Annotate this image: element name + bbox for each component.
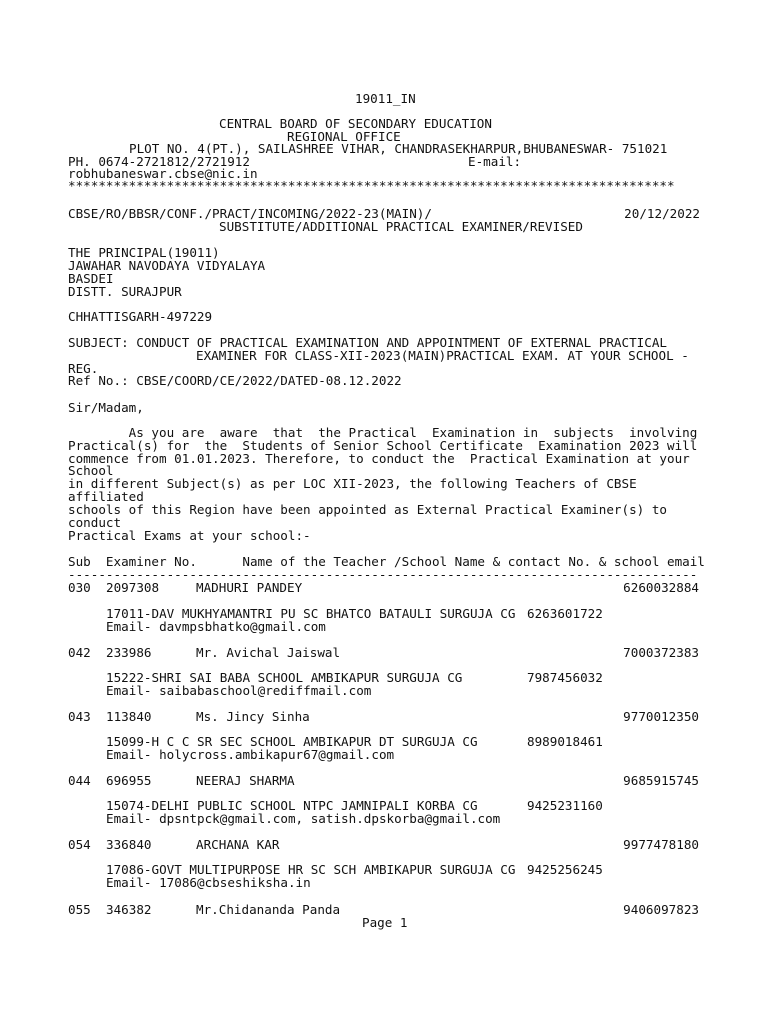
row-teacher-name: Ms. Jincy Sinha: [196, 709, 310, 724]
row-school: 15099-H C C SR SEC SCHOOL AMBIKAPUR DT SURGUJA CG: [106, 734, 478, 749]
row-examiner-no: 233986: [106, 645, 152, 660]
row-sub: 042: [68, 645, 91, 660]
row-mobile: 6260032884: [623, 580, 699, 595]
row-email: Email- saibabaschool@rediffmail.com: [106, 683, 372, 698]
body-line: schools of this Region have been appointed as External Practical Examiner(s) to: [68, 502, 667, 517]
body-line: School: [68, 463, 114, 478]
office-name: REGIONAL OFFICE: [287, 129, 401, 144]
row-school-phone: 9425256245: [527, 862, 603, 877]
addressee-line: BASDEI: [68, 271, 114, 286]
row-school-phone: 6263601722: [527, 606, 603, 621]
subject-line: EXAMINER FOR CLASS-XII-2023(MAIN)PRACTICAL EXAM. AT YOUR SCHOOL -: [196, 348, 689, 363]
row-examiner-no: 336840: [106, 837, 152, 852]
row-sub: 030: [68, 580, 91, 595]
addressee-line: THE PRINCIPAL(19011): [68, 245, 220, 260]
row-teacher-name: Mr. Avichal Jaiswal: [196, 645, 341, 660]
row-school-phone: 7987456032: [527, 670, 603, 685]
body-line: Practical(s) for the Students of Senior School Certificate Examination 2023 will: [68, 438, 698, 453]
addressee-line: CHHATTISGARH-497229: [68, 309, 213, 324]
ref-no: Ref No.: CBSE/COORD/CE/2022/DATED-08.12.2022: [68, 373, 402, 388]
row-examiner-no: 346382: [106, 902, 152, 917]
reference-number: CBSE/RO/BBSR/CONF./PRACT/INCOMING/2022-23(MAIN)/: [68, 206, 432, 221]
row-email: Email- dpsntpck@gmail.com, satish.dpskorba@gmail.com: [106, 811, 501, 826]
office-email: robhubaneswar.cbse@nic.in: [68, 166, 258, 181]
addressee-line: JAWAHAR NAVODAYA VIDYALAYA: [68, 258, 266, 273]
row-examiner-no: 2097308: [106, 580, 160, 595]
row-examiner-no: 696955: [106, 773, 152, 788]
star-separator: ********************************************************************************: [68, 178, 675, 193]
row-teacher-name: MADHURI PANDEY: [196, 580, 303, 595]
body-line: Practical Exams at your school:-: [68, 528, 311, 543]
body-line: in different Subject(s) as per LOC XII-2023, the following Teachers of CBSE: [68, 476, 637, 491]
document-id: 19011_IN: [355, 91, 416, 106]
row-sub: 054: [68, 837, 91, 852]
table-header: Sub Examiner No. Name of the Teacher /School Name & contact No. & school email: [68, 554, 705, 569]
row-teacher-name: NEERAJ SHARMA: [196, 773, 295, 788]
body-line: conduct: [68, 515, 122, 530]
letter-subtitle: SUBSTITUTE/ADDITIONAL PRACTICAL EXAMINER/REVISED: [219, 219, 583, 234]
row-mobile: 7000372383: [623, 645, 699, 660]
row-email: Email- davmpsbhatko@gmail.com: [106, 619, 326, 634]
row-examiner-no: 113840: [106, 709, 152, 724]
row-school: 15222-SHRI SAI BABA SCHOOL AMBIKAPUR SURGUJA CG: [106, 670, 463, 685]
row-school: 15074-DELHI PUBLIC SCHOOL NTPC JAMNIPALI KORBA CG: [106, 798, 478, 813]
row-sub: 043: [68, 709, 91, 724]
row-email: Email- 17086@cbseshiksha.in: [106, 875, 311, 890]
salutation: Sir/Madam,: [68, 400, 144, 415]
row-sub: 055: [68, 902, 91, 917]
office-phone: PH. 0674-2721812/2721912: [68, 154, 250, 169]
row-sub: 044: [68, 773, 91, 788]
row-mobile: 9685915745: [623, 773, 699, 788]
page-number: Page 1: [362, 915, 408, 930]
row-school-phone: 9425231160: [527, 798, 603, 813]
row-school: 17011-DAV MUKHYAMANTRI PU SC BHATCO BATAULI SURGUJA CG: [106, 606, 516, 621]
row-mobile: 9770012350: [623, 709, 699, 724]
row-email: Email- holycross.ambikapur67@gmail.com: [106, 747, 395, 762]
row-teacher-name: ARCHANA KAR: [196, 837, 280, 852]
addressee-line: DISTT. SURAJPUR: [68, 284, 182, 299]
body-line: affiliated: [68, 489, 144, 504]
body-line: As you are aware that the Practical Examination in subjects involving: [68, 425, 698, 440]
row-mobile: 9406097823: [623, 902, 699, 917]
board-name: CENTRAL BOARD OF SECONDARY EDUCATION: [219, 116, 492, 131]
subject-line: REG.: [68, 361, 99, 376]
row-school-phone: 8989018461: [527, 734, 603, 749]
row-teacher-name: Mr.Chidananda Panda: [196, 902, 341, 917]
table-divider: -----------------------------------------------------------------------------------: [68, 567, 698, 582]
body-line: commence from 01.01.2023. Therefore, to conduct the Practical Examination at your: [68, 451, 690, 466]
row-school: 17086-GOVT MULTIPURPOSE HR SC SCH AMBIKAPUR SURGUJA CG: [106, 862, 516, 877]
letter-date: 20/12/2022: [624, 206, 700, 221]
office-address: PLOT NO. 4(PT.), SAILASHREE VIHAR, CHANDRASEKHARPUR,BHUBANESWAR- 751021: [129, 141, 668, 156]
email-label: E-mail:: [468, 154, 522, 169]
row-mobile: 9977478180: [623, 837, 699, 852]
subject-line: SUBJECT: CONDUCT OF PRACTICAL EXAMINATION AND APPOINTMENT OF EXTERNAL PRACTICAL: [68, 335, 667, 350]
